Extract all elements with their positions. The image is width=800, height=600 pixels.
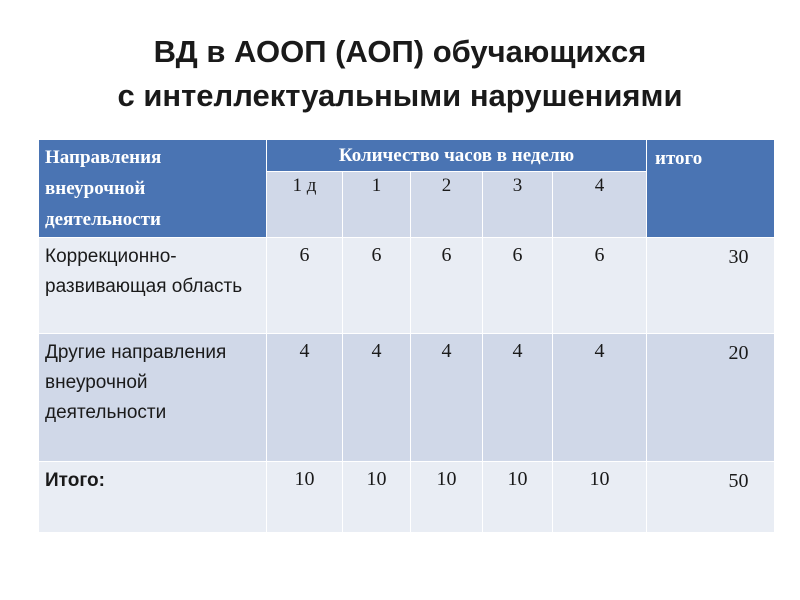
cell-value: 6 bbox=[343, 238, 411, 334]
header-hours-per-week: Количество часов в неделю bbox=[267, 140, 647, 172]
row-total: 20 bbox=[647, 334, 775, 462]
cell-value: 4 bbox=[343, 334, 411, 462]
cell-value: 4 bbox=[411, 334, 483, 462]
row-total: 50 bbox=[647, 462, 775, 533]
row-label: Другие направления внеурочной деятельности bbox=[39, 334, 267, 462]
hours-table bbox=[38, 139, 775, 533]
table-row bbox=[39, 334, 775, 462]
row-label: Коррекционно-развивающая область bbox=[39, 238, 267, 334]
cell-value: 4 bbox=[267, 334, 343, 462]
cell-value: 6 bbox=[267, 238, 343, 334]
cell-value: 10 bbox=[483, 462, 553, 533]
title-line-2: с интеллектуальными нарушениями bbox=[117, 78, 683, 113]
cell-value: 6 bbox=[553, 238, 647, 334]
table-row bbox=[39, 462, 775, 533]
table-row bbox=[39, 238, 775, 334]
header-total: итого bbox=[647, 140, 775, 238]
header-direction: Направления внеурочной деятельности bbox=[39, 140, 267, 238]
cell-value: 6 bbox=[483, 238, 553, 334]
grade-header: 1 bbox=[343, 172, 411, 238]
slide-title bbox=[0, 30, 800, 118]
cell-value: 4 bbox=[553, 334, 647, 462]
cell-value: 10 bbox=[267, 462, 343, 533]
row-total: 30 bbox=[647, 238, 775, 334]
cell-value: 10 bbox=[553, 462, 647, 533]
grade-header: 3 bbox=[483, 172, 553, 238]
title-line-1: ВД в АООП (АОП) обучающихся bbox=[153, 34, 647, 69]
row-label: Итого: bbox=[39, 462, 267, 533]
cell-value: 10 bbox=[343, 462, 411, 533]
grade-header: 4 bbox=[553, 172, 647, 238]
grade-header: 2 bbox=[411, 172, 483, 238]
grade-header: 1 д bbox=[267, 172, 343, 238]
cell-value: 4 bbox=[483, 334, 553, 462]
cell-value: 10 bbox=[411, 462, 483, 533]
cell-value: 6 bbox=[411, 238, 483, 334]
